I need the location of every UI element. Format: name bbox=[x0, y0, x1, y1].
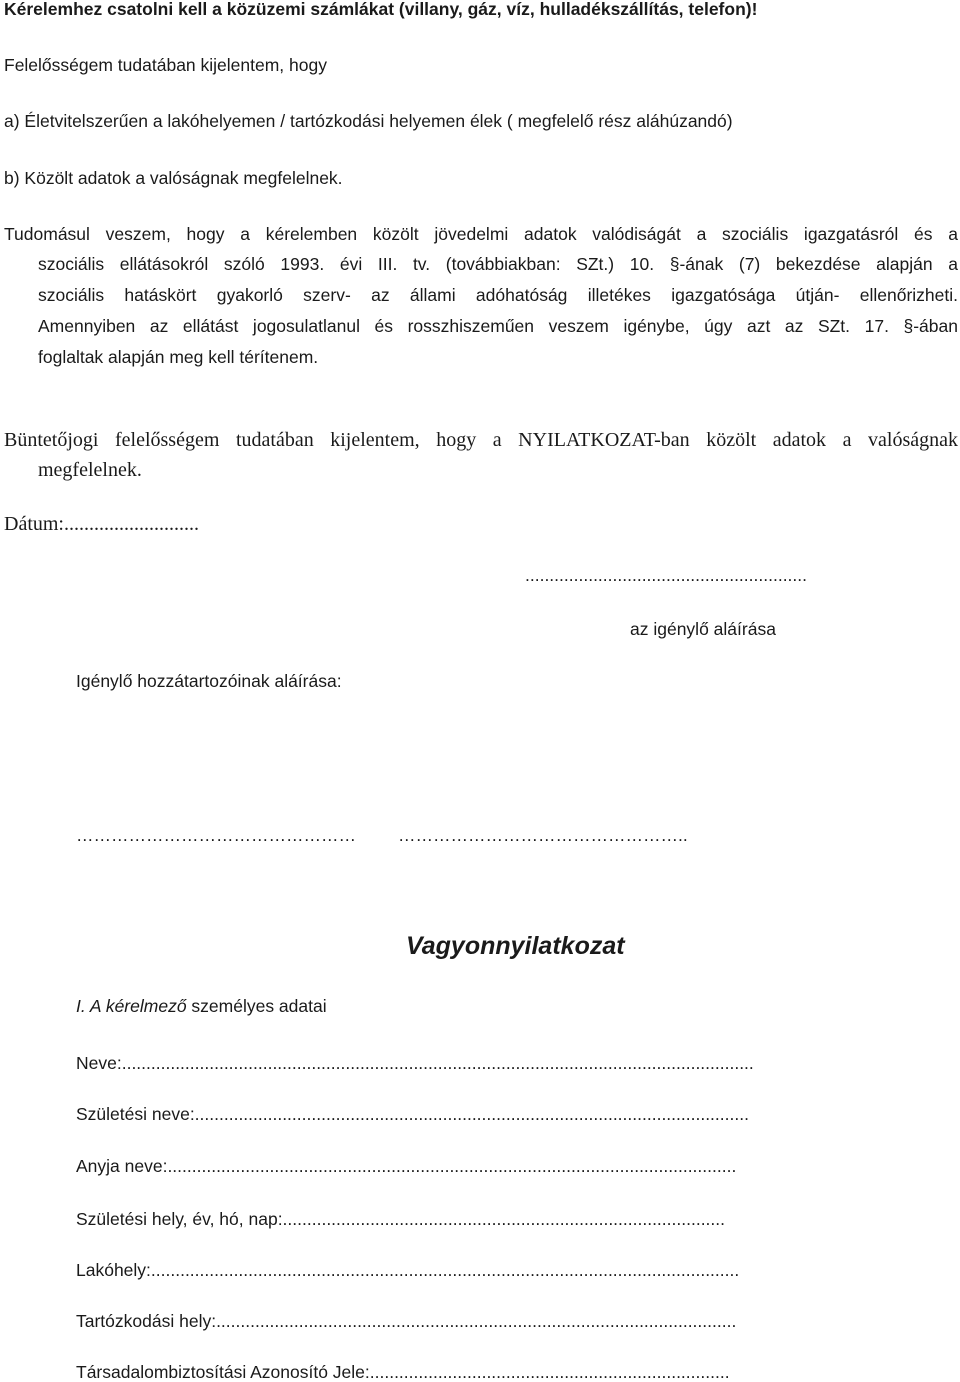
attach-note: Kérelemhez csatolni kell a közüzemi számlákat (villany, gáz, víz, hulladékszállítás, telefon)! bbox=[4, 0, 758, 19]
ack-line: szociális ellátásokról szóló 1993. évi III. tv. (továbbiakban: SZt.) 10. §-ának (7) bekezdése alapján a bbox=[38, 254, 958, 274]
section-heading bbox=[76, 998, 327, 1016]
field-social-security-id: Társadalombiztosítási Azonosító Jele:.......................................................................... bbox=[76, 1362, 730, 1382]
ack-line: Amennyiben az ellátást jogosulatlanul és rosszhiszeműen veszem igénybe, úgy azt az SZt. 17. §-ában bbox=[38, 316, 958, 336]
field-temporary-residence: Tartózkodási hely:........................................................................................................... bbox=[76, 1311, 737, 1331]
ack-line: Tudomásul veszem, hogy a kérelemben közölt jövedelmi adatok valódiságát a szociális igazgatásról és a bbox=[4, 224, 958, 244]
field-name: Neve:.................................................................................................................................. bbox=[76, 1053, 754, 1073]
relative-signature-line-1: ………………………………………… bbox=[76, 825, 356, 845]
field-residence: Lakóhely:......................................................................................................................... bbox=[76, 1260, 740, 1280]
relative-signature-line-2: ………………………………………….. bbox=[398, 825, 688, 845]
declaration-item-a: a) Életvitelszerűen a lakóhelyemen / tartózkodási helyemen élek ( megfelelő rész aláhúzandó) bbox=[4, 111, 733, 131]
declaration-lead: Felelősségem tudatában kijelentem, hogy bbox=[4, 55, 327, 75]
applicant-signature-label: az igénylő aláírása bbox=[630, 619, 776, 639]
declaration-item-b: b) Közölt adatok a valóságnak megfelelnek. bbox=[4, 168, 343, 188]
date-field: Dátum:........................... bbox=[4, 513, 199, 535]
statement-line: Büntetőjogi felelősségem tudatában kijelentem, hogy a NYILATKOZAT-ban közölt adatok a valóságnak bbox=[4, 429, 958, 451]
field-birth-place-date: Születési hely, év, hó, nap:........................................................................................... bbox=[76, 1209, 726, 1229]
relatives-signature-label: Igénylő hozzátartozóinak aláírása: bbox=[76, 671, 342, 691]
field-birth-name: Születési neve:.................................................................................................................. bbox=[76, 1104, 749, 1124]
applicant-signature-line: .......................................................... bbox=[525, 565, 807, 585]
section-heading-prefix: I. A kérelmező bbox=[76, 996, 187, 1016]
asset-declaration-title: Vagyonnyilatkozat bbox=[406, 932, 625, 960]
ack-line: foglaltak alapján meg kell térítenem. bbox=[38, 347, 319, 367]
section-heading-suffix: személyes adatai bbox=[186, 996, 327, 1016]
ack-line: szociális hatáskört gyakorló szerv- az állami adóhatóság illetékes igazgatósága útján- ellenőrizheti. bbox=[38, 285, 958, 305]
statement-line: megfelelnek. bbox=[38, 459, 142, 481]
field-mother-name: Anyja neve:..................................................................................................................... bbox=[76, 1156, 737, 1176]
